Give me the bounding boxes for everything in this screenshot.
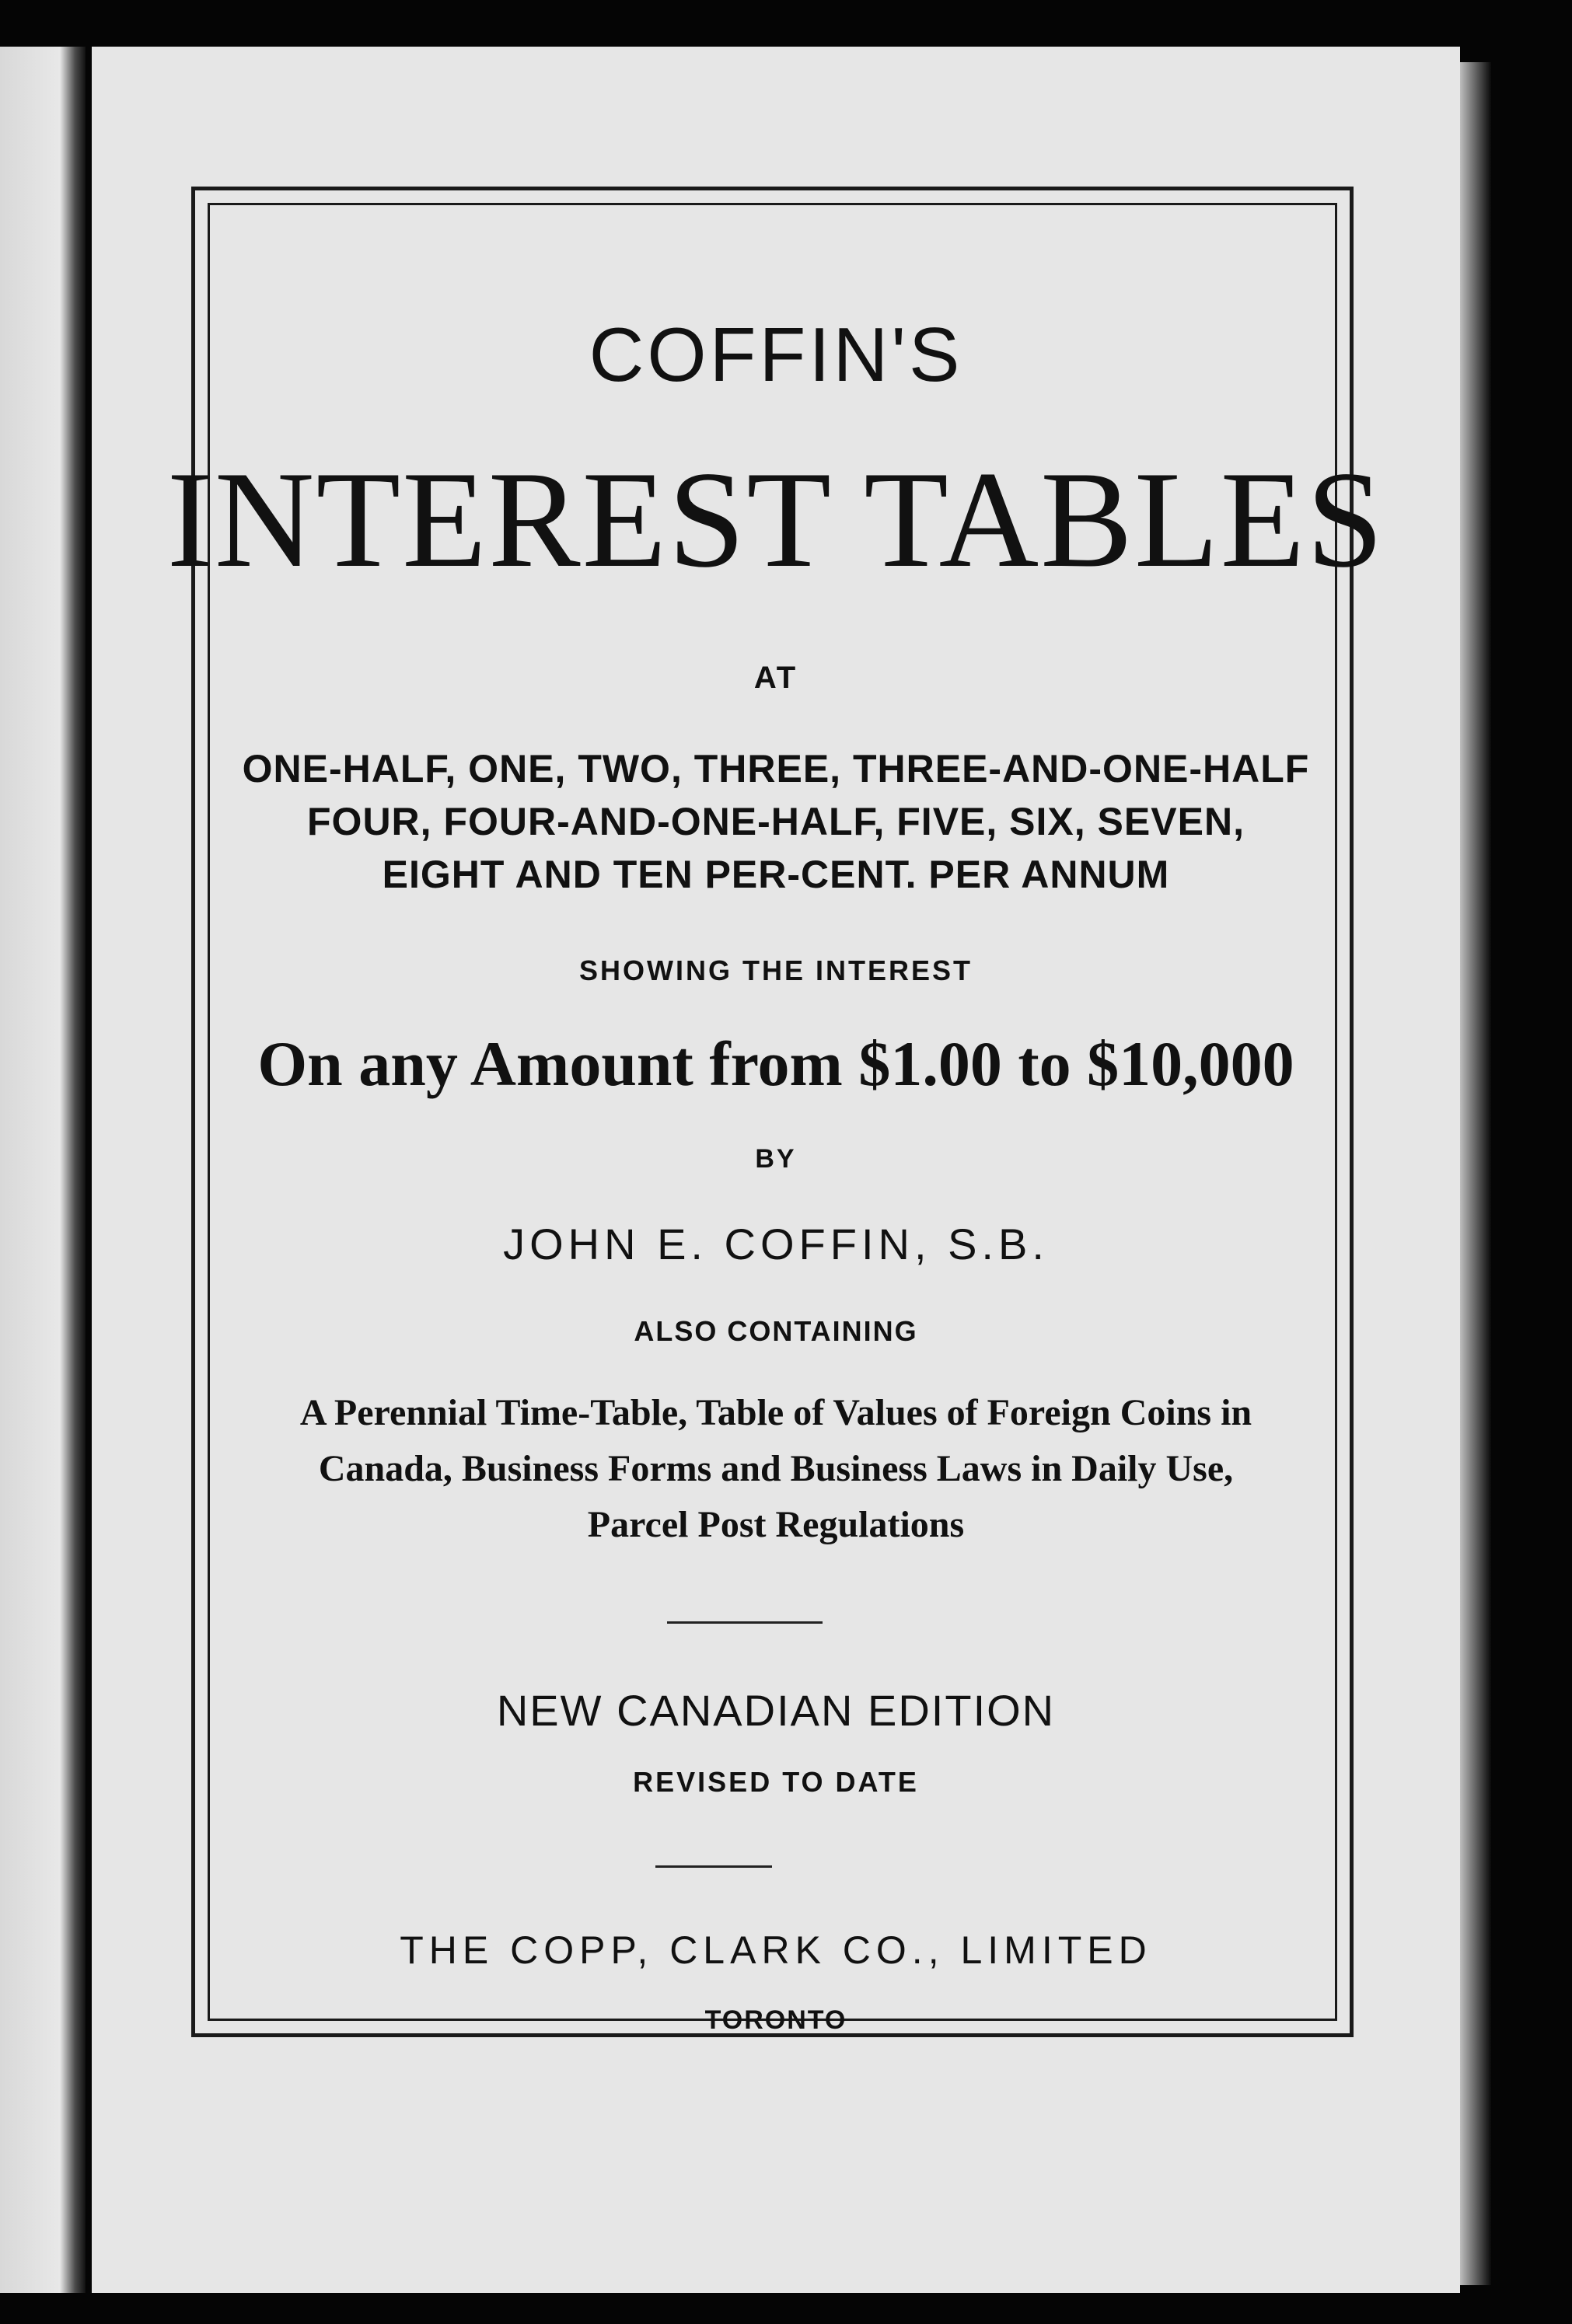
author-name: JOHN E. COFFIN, S.B.	[503, 1220, 1049, 1268]
rates-line-3: EIGHT AND TEN PER-CENT. PER ANNUM	[382, 853, 1170, 896]
publisher-city: TORONTO	[704, 2005, 847, 2035]
contents-line-2: Canada, Business Forms and Business Laws in Daily Use,	[318, 1448, 1234, 1489]
publisher-name: THE COPP, CLARK CO., LIMITED	[400, 1928, 1152, 1972]
title-page	[92, 47, 1460, 2293]
revised-label: REVISED TO DATE	[633, 1766, 919, 1798]
divider-rule-1	[667, 1621, 823, 1624]
contents-line-1: A Perennial Time-Table, Table of Values of Foreign Coins in	[299, 1392, 1252, 1433]
title-interest-tables: INTEREST TABLES	[166, 442, 1385, 596]
contents-line-3: Parcel Post Regulations	[587, 1504, 965, 1545]
edition-label: NEW CANADIAN EDITION	[496, 1686, 1056, 1735]
rates-line-2: FOUR, FOUR-AND-ONE-HALF, FIVE, SIX, SEVEN,	[307, 800, 1245, 843]
also-containing: ALSO CONTAINING	[634, 1315, 918, 1347]
amount-range: On any Amount from $1.00 to $10,000	[257, 1028, 1294, 1099]
rates-line-1: ONE-HALF, ONE, TWO, THREE, THREE-AND-ONE-HALF	[242, 747, 1310, 790]
showing-the-interest: SHOWING THE INTEREST	[578, 954, 973, 986]
by-label: BY	[755, 1144, 797, 1174]
title-at: AT	[753, 661, 798, 695]
left-page-edge	[0, 47, 86, 2293]
divider-rule-2	[655, 1865, 772, 1868]
title-coffins: COFFIN'S	[589, 312, 963, 397]
page-shadow	[1460, 62, 1491, 2285]
